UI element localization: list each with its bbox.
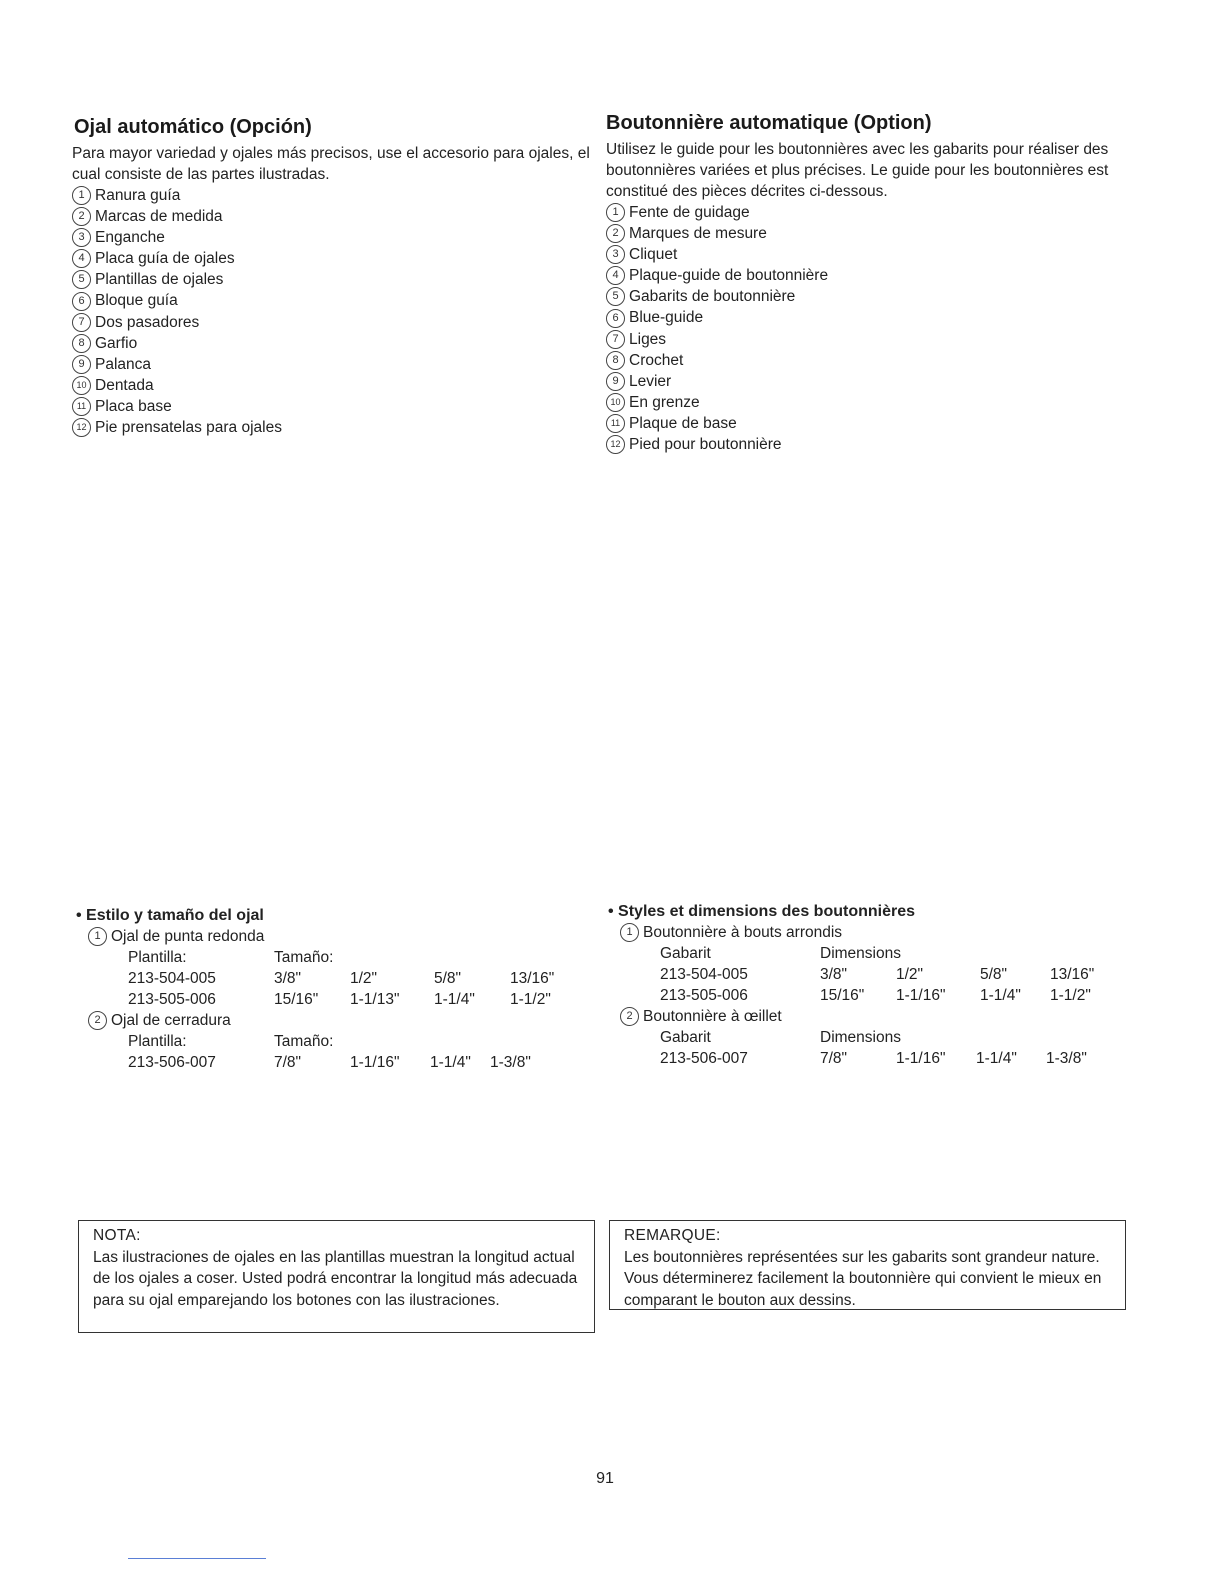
size-row — [660, 985, 1110, 1006]
circled-number: 4 — [72, 249, 91, 268]
part-label: Cliquet — [629, 246, 678, 264]
circled-number: 11 — [72, 397, 91, 416]
fr-style-2-label: Boutonnière à œillet — [643, 1008, 782, 1025]
circled-number: 2 — [72, 207, 91, 226]
es-note-box — [78, 1220, 595, 1333]
part-item — [72, 417, 594, 438]
es-sizes — [76, 905, 596, 1073]
fr-note-heading: REMARQUE: — [624, 1227, 721, 1244]
part-label: Liges — [629, 330, 667, 348]
part-item — [606, 413, 1116, 434]
col-header: Plantilla: — [128, 949, 187, 966]
part-item — [72, 206, 594, 227]
size-value: 1-1/16" — [896, 1050, 946, 1067]
col-header: Tamaño: — [274, 949, 334, 966]
part-item — [72, 375, 594, 396]
size-value: 1-1/4" — [434, 991, 475, 1008]
template-code: 213-505-006 — [660, 987, 748, 1004]
size-value: 1-1/4" — [980, 987, 1021, 1004]
part-label: Plaque de base — [629, 414, 737, 432]
col-header: Gabarit — [660, 1029, 711, 1046]
es-parts-list — [72, 185, 594, 438]
size-row — [660, 964, 1110, 985]
part-label: Dos pasadores — [95, 313, 200, 331]
size-value: 1-3/8" — [1046, 1050, 1087, 1067]
circled-number: 10 — [606, 393, 625, 412]
circled-number: 10 — [72, 376, 91, 395]
size-value: 1-1/16" — [896, 987, 946, 1004]
template-code: 213-506-007 — [128, 1054, 216, 1071]
circled-number: 7 — [606, 330, 625, 349]
es-note-heading: NOTA: — [93, 1227, 141, 1244]
circled-number: 3 — [72, 228, 91, 247]
size-value: 1/2" — [896, 966, 924, 983]
es-style-2 — [76, 1010, 596, 1031]
es-style-2-label: Ojal de cerradura — [111, 1012, 231, 1029]
es-style-1 — [76, 926, 596, 947]
size-value: 5/8" — [434, 970, 462, 987]
es-note-text: Las ilustraciones de ojales en las plantillas muestran la longitud actual de los ojales a coser. Usted podrá encontrar la longitud más adecuada para su ojal emparejando los botones con las ilustraciones. — [93, 1248, 578, 1309]
part-label: Pied pour boutonnière — [629, 436, 782, 454]
circled-number: 2 — [620, 1007, 639, 1026]
size-value: 3/8" — [820, 966, 848, 983]
part-label: Plaque-guide de boutonnière — [629, 267, 829, 285]
circled-number: 1 — [620, 923, 639, 942]
fr-section — [606, 112, 1116, 455]
part-item — [606, 244, 1116, 265]
part-label: Blue-guide — [629, 309, 704, 327]
circled-number: 7 — [72, 313, 91, 332]
fr-sizes-table-2 — [660, 1027, 1106, 1069]
part-item — [72, 354, 594, 375]
circled-number: 1 — [88, 927, 107, 946]
part-label: Palanca — [95, 355, 152, 373]
part-label: Marcas de medida — [95, 208, 223, 226]
es-sizes-table-2 — [128, 1031, 550, 1073]
size-value: 7/8" — [820, 1050, 848, 1067]
part-item — [606, 265, 1116, 286]
circled-number: 1 — [606, 203, 625, 222]
col-header: Dimensions — [820, 945, 901, 962]
circled-number: 12 — [72, 418, 91, 437]
circled-number: 6 — [606, 309, 625, 328]
part-label: Levier — [629, 372, 672, 390]
circled-number: 8 — [72, 334, 91, 353]
part-item — [606, 350, 1116, 371]
part-label: Crochet — [629, 351, 684, 369]
part-item — [72, 396, 594, 417]
part-label: Ranura guía — [95, 187, 181, 204]
circled-number: 12 — [606, 435, 625, 454]
template-code: 213-506-007 — [660, 1050, 748, 1067]
part-item — [72, 185, 594, 206]
part-label: En grenze — [629, 393, 700, 411]
fr-sizes — [608, 901, 1128, 1069]
es-sizes-heading: • Estilo y tamaño del ojal — [76, 907, 264, 924]
part-label: Bloque guía — [95, 292, 178, 310]
part-label: Garfio — [95, 334, 138, 352]
part-item — [606, 307, 1116, 328]
size-value: 1-1/4" — [976, 1050, 1017, 1067]
part-label: Marques de mesure — [629, 225, 767, 243]
part-label: Fente de guidage — [629, 204, 750, 221]
template-code: 213-504-005 — [128, 970, 216, 987]
circled-number: 5 — [606, 287, 625, 306]
size-row — [128, 989, 570, 1010]
fr-parts-list — [606, 202, 1116, 455]
part-item — [606, 434, 1116, 455]
footer-rule — [128, 1558, 266, 1559]
circled-number: 1 — [72, 186, 91, 205]
size-value: 1-3/8" — [490, 1054, 531, 1071]
size-row — [128, 968, 570, 989]
part-item — [606, 371, 1116, 392]
size-value: 1-1/2" — [510, 991, 551, 1008]
circled-number: 8 — [606, 351, 625, 370]
part-label: Placa base — [95, 397, 172, 415]
size-value: 7/8" — [274, 1054, 302, 1071]
part-label: Plantillas de ojales — [95, 271, 224, 289]
template-code: 213-505-006 — [128, 991, 216, 1008]
circled-number: 2 — [88, 1011, 107, 1030]
col-header: Plantilla: — [128, 1033, 187, 1050]
size-value: 13/16" — [1050, 966, 1095, 983]
fr-style-1-label: Boutonnière à bouts arrondis — [643, 924, 843, 941]
fr-title: Boutonnière automatique (Option) — [606, 112, 932, 134]
circled-number: 4 — [606, 266, 625, 285]
part-item — [606, 223, 1116, 244]
part-item — [606, 202, 1116, 223]
part-item — [606, 329, 1116, 350]
circled-number: 9 — [72, 355, 91, 374]
circled-number: 6 — [72, 292, 91, 311]
col-header: Gabarit — [660, 945, 711, 962]
circled-number: 9 — [606, 372, 625, 391]
size-value: 1/2" — [350, 970, 378, 987]
part-label: Pie prensatelas para ojales — [95, 419, 282, 437]
part-item — [72, 227, 594, 248]
es-style-1-label: Ojal de punta redonda — [111, 928, 265, 945]
part-item — [72, 290, 594, 311]
size-value: 13/16" — [510, 970, 555, 987]
size-value: 1-1/13" — [350, 991, 400, 1008]
part-label: Gabarits de boutonnière — [629, 288, 796, 306]
size-row — [128, 1052, 550, 1073]
size-value: 15/16" — [274, 991, 319, 1008]
col-header: Dimensions — [820, 1029, 901, 1046]
page-number: 91 — [596, 1470, 614, 1487]
circled-number: 2 — [606, 224, 625, 243]
es-intro: Para mayor variedad y ojales más precisos, use el accesorio para ojales, el cual consiste de las partes ilustradas. — [72, 145, 590, 183]
part-item — [72, 248, 594, 269]
part-label: Enganche — [95, 229, 165, 247]
circled-number: 5 — [72, 270, 91, 289]
fr-note-text: Les boutonnières représentées sur les gabarits sont grandeur nature. Vous déterminerez facilement la boutonnière qui convient le mieux en comparant le bouton aux dessins. — [624, 1248, 1102, 1309]
part-item — [72, 333, 594, 354]
size-value: 1-1/4" — [430, 1054, 471, 1071]
part-item — [72, 312, 594, 333]
fr-style-1 — [608, 922, 1128, 943]
part-item — [606, 286, 1116, 307]
size-value: 1-1/2" — [1050, 987, 1091, 1004]
part-item — [72, 269, 594, 290]
fr-sizes-table-1 — [660, 943, 1110, 1006]
fr-intro: Utilisez le guide pour les boutonnières avec les gabarits pour réaliser des boutonnières variées et plus précises. Le guide pour les boutonnières est constitué des pièces décrites ci-dessous. — [606, 141, 1109, 200]
size-value: 3/8" — [274, 970, 302, 987]
fr-sizes-heading: • Styles et dimensions des boutonnières — [608, 903, 916, 920]
size-value: 15/16" — [820, 987, 865, 1004]
es-title: Ojal automático (Opción) — [74, 116, 312, 138]
es-section — [74, 116, 594, 438]
fr-note-box — [609, 1220, 1126, 1310]
es-sizes-table-1 — [128, 947, 570, 1010]
circled-number: 3 — [606, 245, 625, 264]
part-item — [606, 392, 1116, 413]
fr-style-2 — [608, 1006, 1128, 1027]
size-value: 5/8" — [980, 966, 1008, 983]
template-code: 213-504-005 — [660, 966, 748, 983]
size-value: 1-1/16" — [350, 1054, 400, 1071]
col-header: Tamaño: — [274, 1033, 334, 1050]
circled-number: 11 — [606, 414, 625, 433]
part-label: Dentada — [95, 376, 154, 394]
size-row — [660, 1048, 1106, 1069]
part-label: Placa guía de ojales — [95, 250, 235, 268]
